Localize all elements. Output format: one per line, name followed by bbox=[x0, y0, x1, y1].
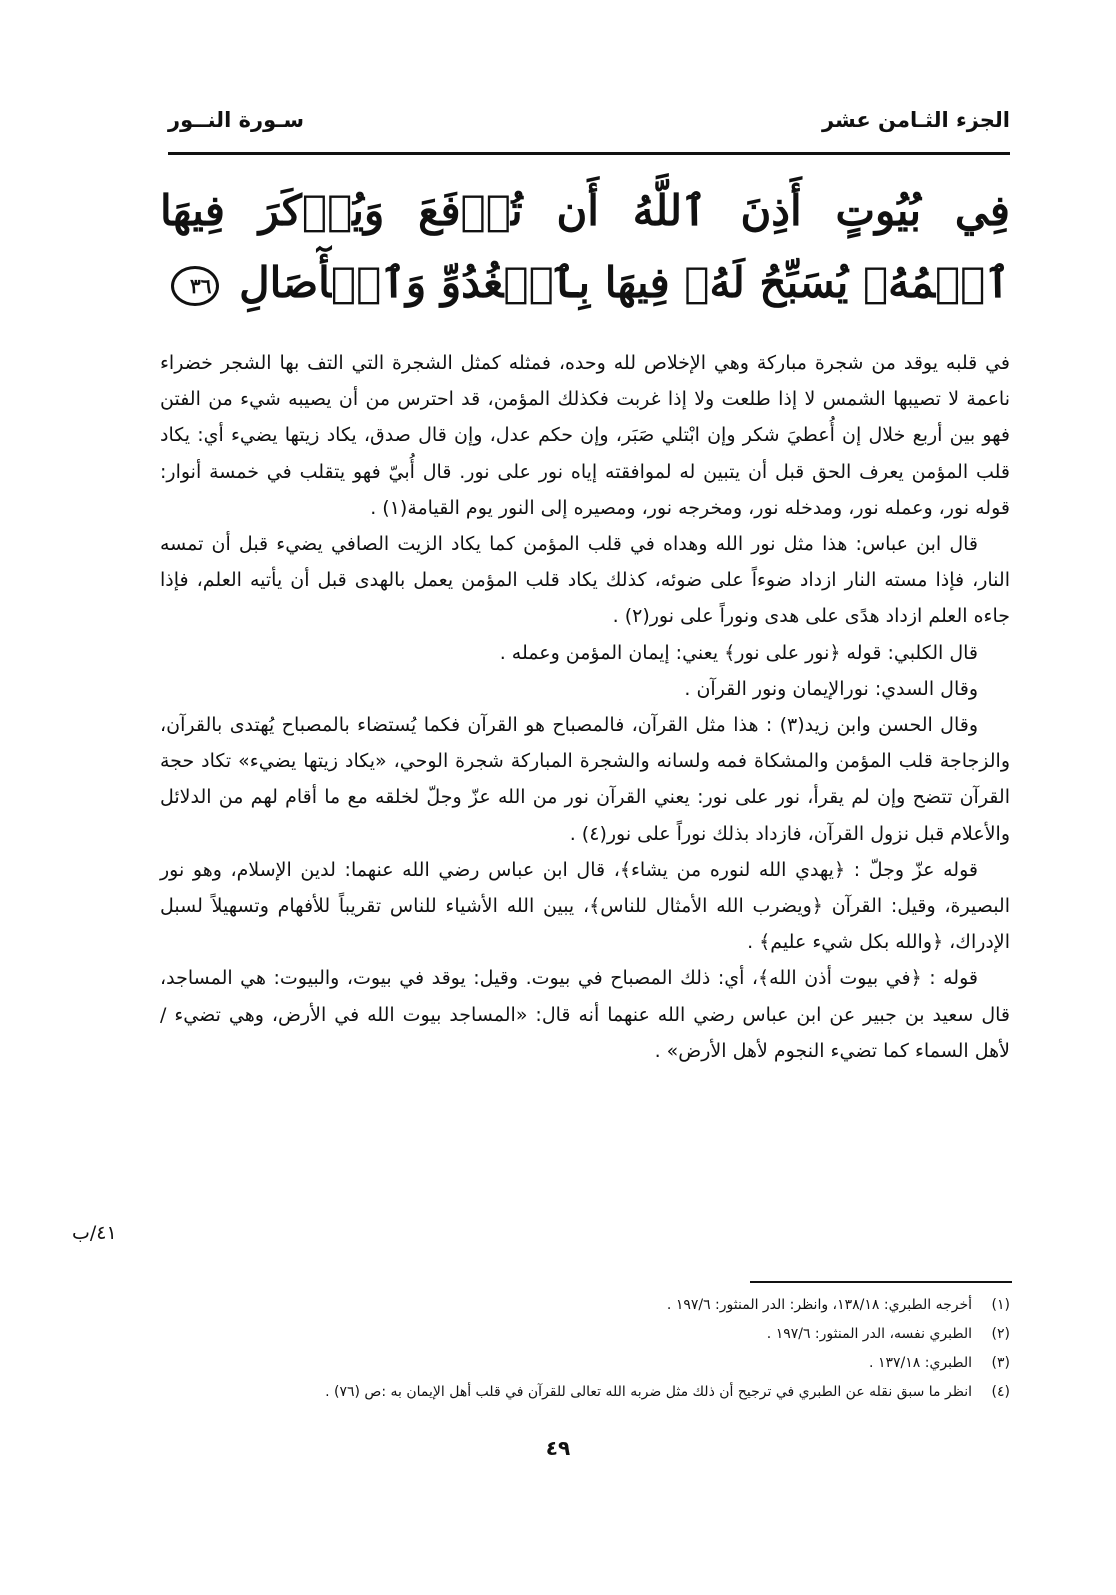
footnote-text: انظر ما سبق نقله عن الطبري في ترجيح أن ذلك مثل ضربه الله تعالى للقرآن في قلب أهل الإيمان به :ص (٧٦) . bbox=[325, 1384, 972, 1400]
paragraph: وقال السدي: نورالإيمان ونور القرآن . bbox=[684, 677, 978, 700]
verse-text: فِي بُيُوتٍ أَذِنَ ٱللَّهُ أَن تُرۡفَعَ وَيُذۡكَرَ فِيهَا ٱسۡمُهُۥ يُسَبِّحُ لَهُۥ فِيهَا بِٱلۡغُدُوِّ وَٱلۡأٓصَالِ bbox=[160, 186, 1010, 307]
footnote-rule bbox=[750, 1281, 1012, 1283]
header-rule bbox=[168, 152, 1010, 155]
quran-verse bbox=[160, 175, 1010, 319]
paragraph: قوله عزّ وجلّ : ﴿يهدي الله لنوره من يشاء﴾، قال ابن عباس رضي الله عنهما: لدين الإسلام، وهو نور البصيرة، وقيل: القرآن ﴿ويضرب الله الأمثال للناس﴾، يبين الله الأشياء للناس تقريباً للأفهام وتسهيلاً لسبل الإدراك، ﴿والله بكل شيء عليم﴾ . bbox=[160, 858, 1010, 954]
paragraph: في قلبه يوقد من شجرة مباركة وهي الإخلاص لله وحده، فمثله كمثل الشجرة التي التف بها الشجر خضراء ناعمة لا تصيبها الشمس لا إذا طلعت ولا إذا غربت فكذلك المؤمن، قد احترس من أن يصيبه شيء من الفتن فهو بين أربع خلال إن أُعطيَ شكر وإن ابْتلي صَبَر، وإن حكم عدل، وإن قال صدق، يكاد زيتها يضيء أي: يكاد قلب المؤمن يعرف الحق قبل أن يتبين له لموافقته إياه نور على نور. قال أُبيّ فهو يتقلب في خمسة أنوار: قوله نور، وعمله نور، ومدخله نور، ومخرجه نور، ومصيره إلى النور يوم القيامة(١) . bbox=[160, 352, 1010, 519]
footnote bbox=[160, 1320, 1010, 1349]
paragraph: قال الكلبي: قوله ﴿نور على نور﴾ يعني: إيمان المؤمن وعمله . bbox=[499, 641, 978, 664]
manuscript-folio-note: ٤١/ب bbox=[72, 1222, 117, 1244]
footnote-text: الطبري نفسه، الدر المنثور: ١٩٧/٦ . bbox=[766, 1326, 972, 1342]
footnote bbox=[160, 1349, 1010, 1378]
paragraph: قوله : ﴿في بيوت أذن الله﴾، أي: ذلك المصباح في بيوت. وقيل: يوقد في بيوت، والبيوت: هي المساجد، قال سعيد بن جبير عن ابن عباس رضي الله عنهما أنه قال: «المساجد بيوت الله في الأرض، وهي تضيء / لأهل السماء كما تضيء النجوم لأهل الأرض» . bbox=[160, 967, 1010, 1062]
footnote-text: الطبري: ١٣٧/١٨ . bbox=[869, 1355, 972, 1371]
page-number: ٤٩ bbox=[545, 1436, 571, 1460]
footnote-number: (٤) bbox=[991, 1384, 1010, 1400]
part-title: الجزء الثـامن عشر bbox=[821, 108, 1010, 132]
running-header bbox=[168, 108, 1010, 148]
paragraph: وقال الحسن وابن زيد(٣) : هذا مثل القرآن، فالمصباح هو القرآن فكما يُستضاء بالمصباح يُهتدى بالقرآن، والزجاجة قلب المؤمن والمشكاة فمه ولسانه والشجرة المباركة شجرة الوحي، «يكاد زيتها يضيء» تكاد حجة القرآن تتضح وإن لم يقرأ، نور على نور: يعني القرآن نور من الله عزّ وجلّ لخلقه مع ما أقام لهم من الدلائل والأعلام قبل نزول القرآن، فازداد بذلك نوراً على نور(٤) . bbox=[160, 714, 1010, 845]
footnotes bbox=[160, 1291, 1010, 1407]
footnote bbox=[160, 1291, 1010, 1320]
ayah-number-marker: ٣٦ bbox=[171, 266, 219, 306]
footnote-text: أخرجه الطبري: ١٣٨/١٨، وانظر: الدر المنثور: ١٩٧/٦ . bbox=[666, 1297, 972, 1313]
commentary-body bbox=[160, 345, 1010, 1069]
footnote-number: (٣) bbox=[991, 1355, 1010, 1371]
surah-title: سـورة النــور bbox=[168, 108, 305, 132]
footnote-number: (١) bbox=[991, 1297, 1010, 1313]
footnote bbox=[160, 1378, 1010, 1407]
paragraph: قال ابن عباس: هذا مثل نور الله وهداه في قلب المؤمن كما يكاد الزيت الصافي يضيء قبل أن تمسه النار، فإذا مسته النار ازداد ضوءاً على ضوئه، كذلك يكاد قلب المؤمن يعمل بالهدى قبل أن يأتيه العلم، فإذا جاءه العلم ازداد هدًى على هدى ونوراً على نور(٢) . bbox=[160, 533, 1010, 628]
footnote-number: (٢) bbox=[991, 1326, 1010, 1342]
